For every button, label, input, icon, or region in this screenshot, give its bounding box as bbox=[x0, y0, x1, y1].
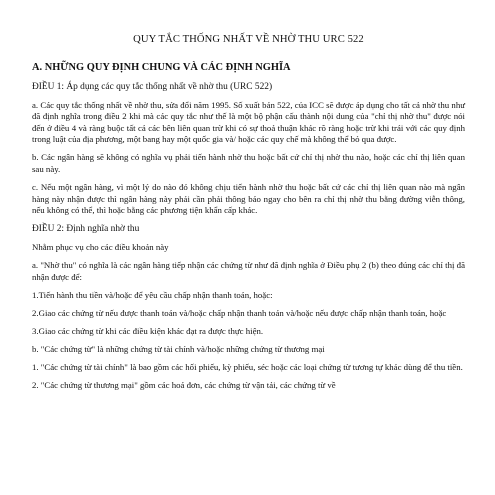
article-2-item-b1: 1. "Các chứng từ tài chính" là bao gồm các hối phiếu, kỳ phiếu, séc hoặc các loại chứng từ tương tự khác dùng để thu tiền. bbox=[32, 362, 463, 372]
article-1-paragraph-c: c. Nếu một ngân hàng, vì một lý do nào đó không chịu tiến hành nhờ thu hoặc bất cứ các chỉ thị liên quan nào mà ngân hàng này nhận được thì ngân hàng này phải cần phải thông báo ngay cho bên ra chỉ thị nhờ thu bằng đường viễn thông, nếu không có thể, thì hoặc bằng các phương tiện khẩn cấp khác. bbox=[32, 182, 465, 216]
article-2-item-a2: 2.Giao các chứng từ nếu được thanh toán và/hoặc chấp nhận thanh toán và/hoặc nếu được chấp nhận thanh toán, hoặc bbox=[32, 307, 447, 318]
article-1-paragraph-a: a. Các quy tắc thống nhất về nhờ thu, sửa đổi năm 1995. Số xuất bản 522, của ICC sẽ được áp dụng cho tất cả nhờ thu như đã định nghĩa trong điều 2 khi mà các quy tắc như thế là một bộ phận cấu thành nội dung của "chỉ thị nhờ thu" được nói đến ở điều 4 và ràng buộc tất cả các bên liên quan trừ khi có sự thoả thuận khác rõ ràng hoặc trừ khi trái với các quy định trong luật của địa phương, một bang hay một quốc gia và/ hoặc các quy chế mà không thể bỏ qua được. bbox=[32, 99, 465, 145]
article-2-intro: Nhằm phục vụ cho các điều khoản này bbox=[32, 241, 169, 252]
article-2-title: ĐIỀU 2: Định nghĩa nhờ thu bbox=[32, 224, 140, 235]
article-2-paragraph-b: b. "Các chứng từ" là những chứng từ tài chính và/hoặc những chứng từ thương mại bbox=[32, 343, 325, 354]
part-a-heading: A. NHỮNG QUY ĐỊNH CHUNG VÀ CÁC ĐỊNH NGHĨA bbox=[32, 62, 291, 73]
article-2-item-b2: 2. "Các chứng từ thương mại" gồm các hoá đơn, các chứng từ vận tải, các chứng từ về bbox=[32, 380, 336, 391]
document-title: QUY TẮC THỐNG NHẤT VỀ NHỜ THU URC 522 bbox=[133, 34, 364, 45]
article-2-paragraph-a: a. "Nhờ thu" có nghĩa là các ngân hàng tiếp nhận các chứng từ như đã định nghĩa ở Điều phụ 2 (b) theo đúng các chỉ thị đã nhận được để: bbox=[32, 259, 465, 282]
article-1-paragraph-b: b. Các ngân hàng sẽ không có nghĩa vụ phải tiến hành nhờ thu hoặc bất cứ chỉ thị nhờ thu nào, hoặc các chỉ thị liên quan sau này. bbox=[32, 152, 465, 174]
article-2-item-a1: 1.Tiến hành thu tiền và/hoặc để yêu cầu chấp nhận thanh toán, hoặc: bbox=[32, 289, 273, 300]
article-1-title: ĐIỀU 1: Áp dụng các quy tắc thống nhất về nhờ thu (URC 522) bbox=[32, 82, 273, 92]
article-2-item-a3: 3.Giao các chứng từ khi các điều kiện khác đạt ra được thực hiện. bbox=[32, 325, 264, 336]
